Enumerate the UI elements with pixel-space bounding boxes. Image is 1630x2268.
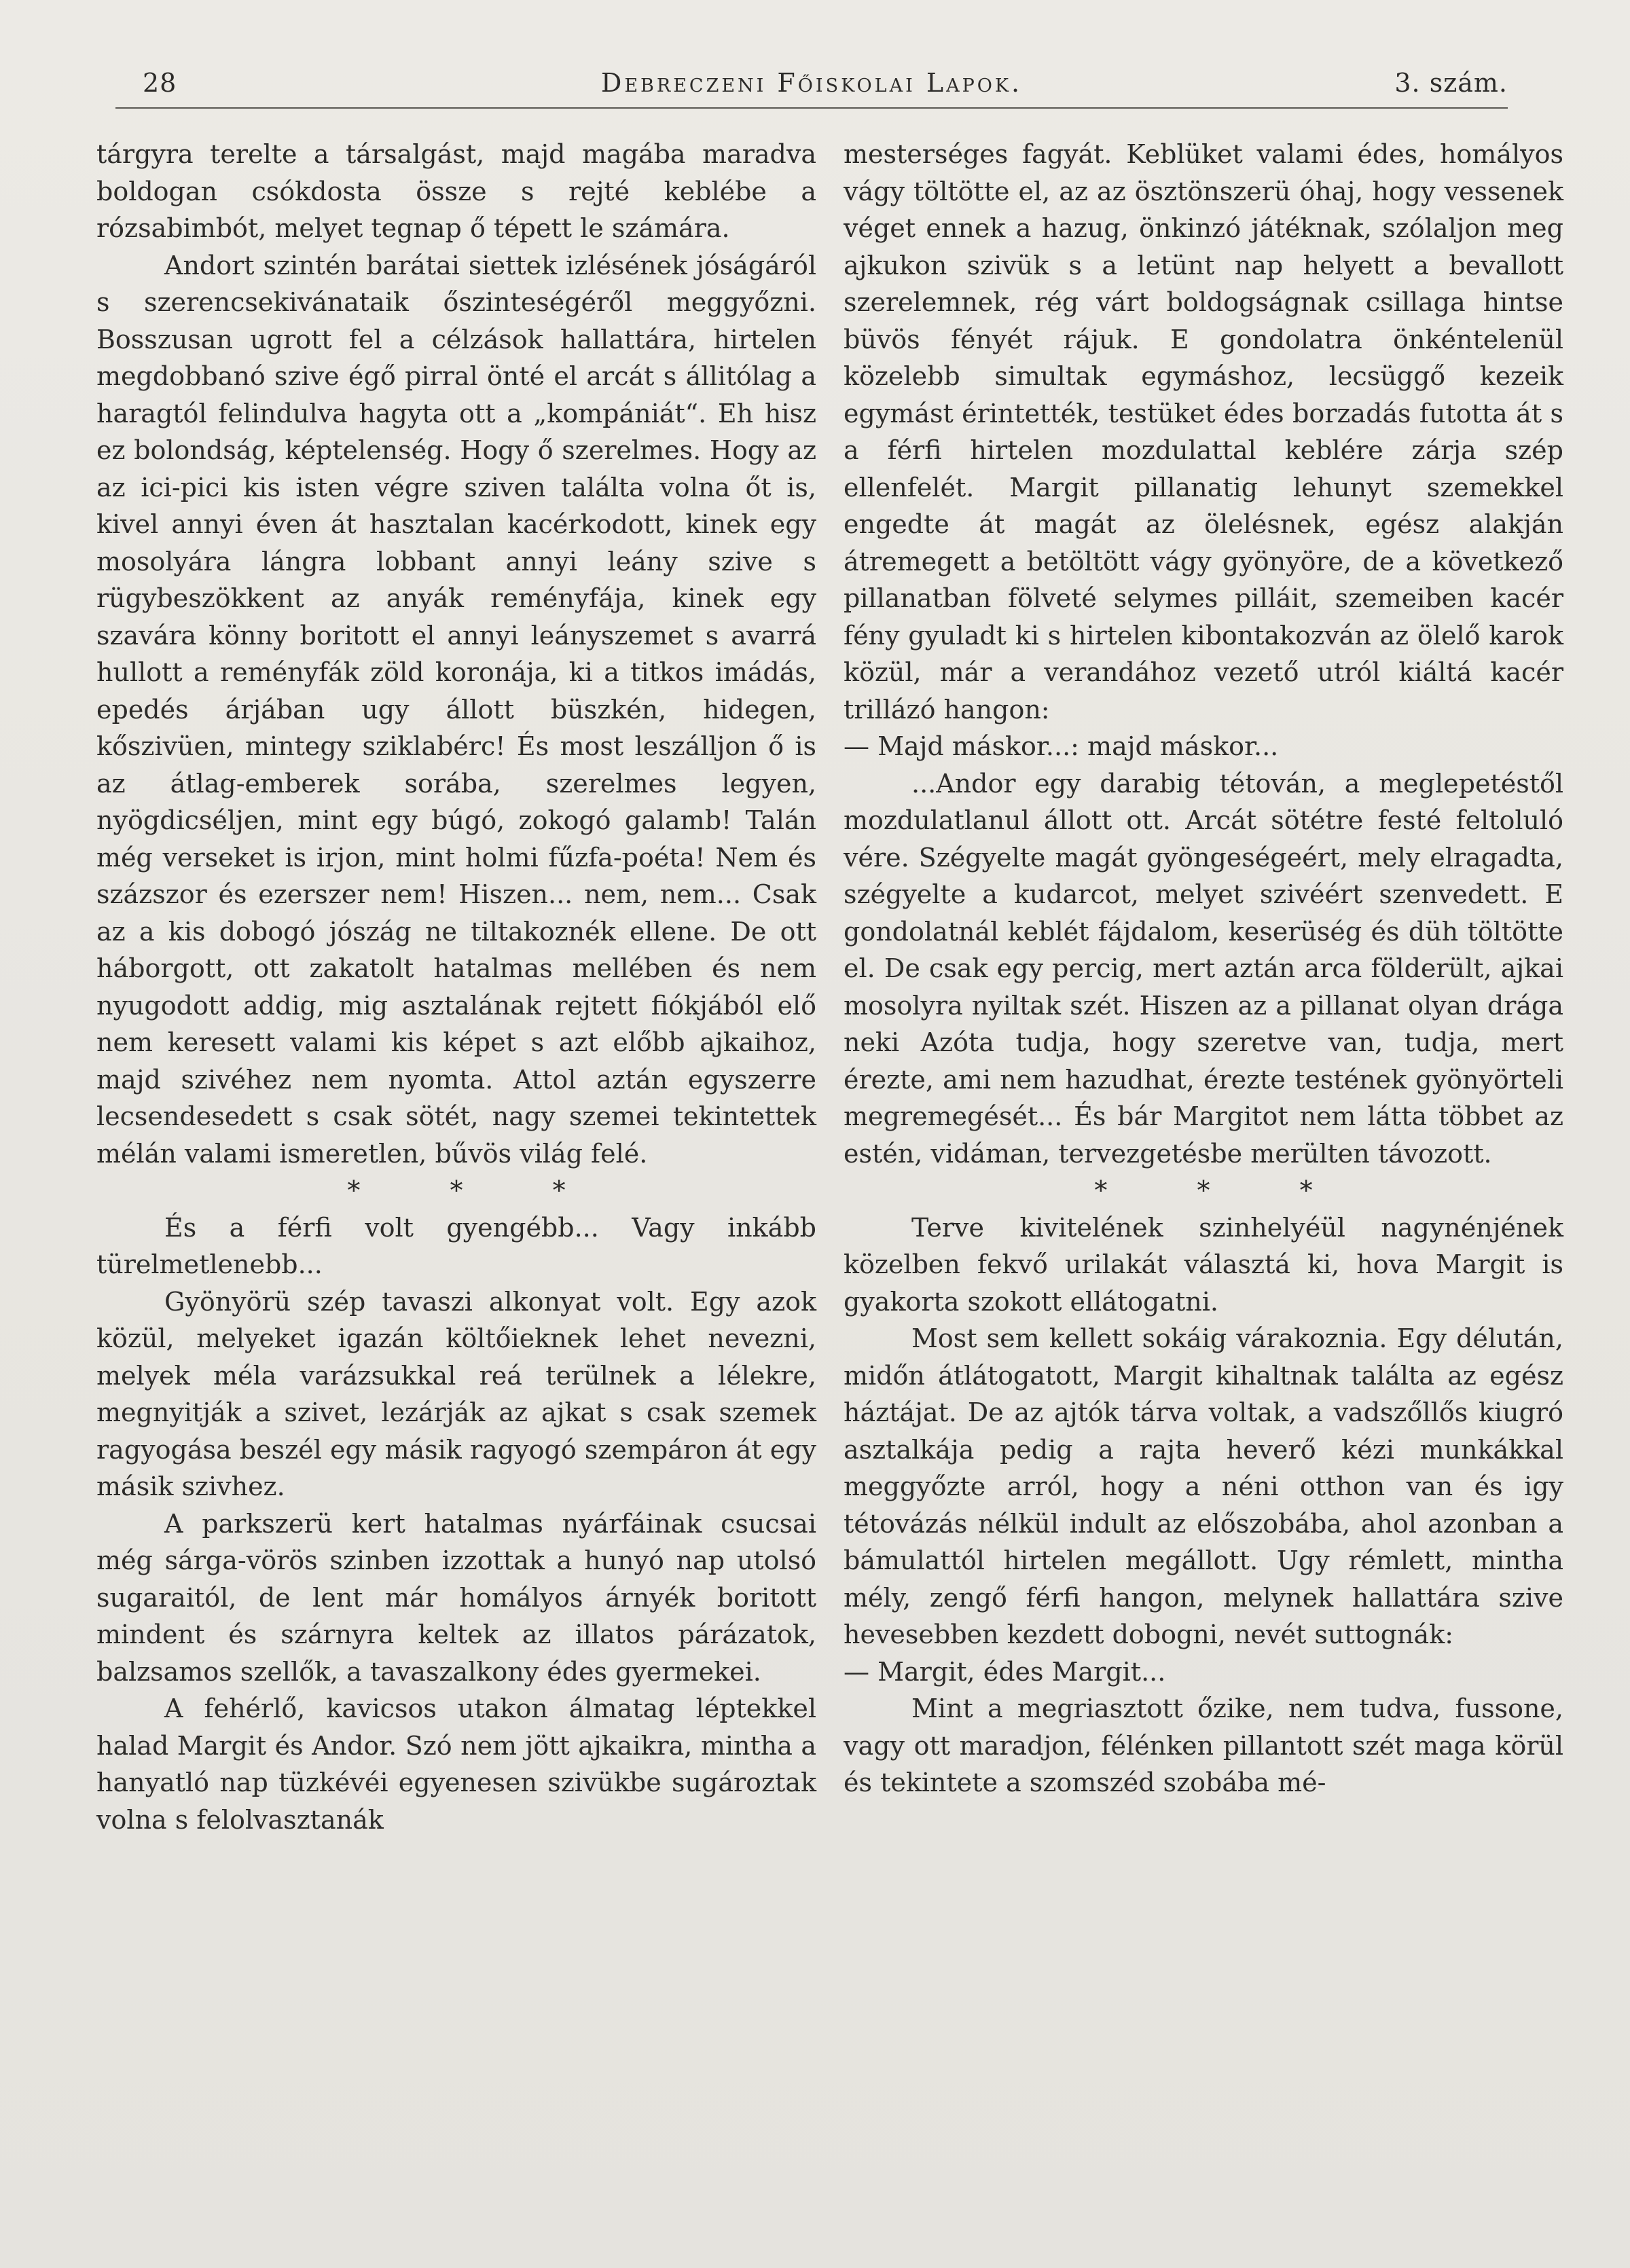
paragraph: A parkszerü kert hatalmas nyárfáinak csucsai még sárga-vörös szinben izzottak a hunyó nap utolsó sugaraitól, de lent már homályos árnyék boritott mindent és szárnyra keltek az illatos párázatok, balzsamos szellők, a tavaszalkony édes gyermekei. (96, 1508, 816, 1687)
paragraph: mesterséges fagyát. Keblüket valami édes, homályos vágy töltötte el, az az ösztönszerü óhaj, hogy vessenek véget ennek a hazug, önkinzó játéknak, szólaljon meg ajkukon szivük s a letünt nap helyett a bevallott szerelemnek, rég várt boldogságnak csillaga hintse büvös fényét rájuk. E gondolatra önkéntelenül közelebb simultak egymáshoz, lecsüggő kezeik egymást érintették, testüket édes borzadás futotta át s a férfi hirtelen mozdulattal keblére zárja szép ellenfelét. Margit pillanatig lehunyt szemekkel engedte át magát az ölelésnek, egész alakján átremegett a betöltött vágy gyönyöre, de a következő pillanatban fölveté selymes pilláit, szemeiben kacér fény gyuladt ki s hirtelen kibontakozván az ölelő karok közül, már a verandához vezető utról kiáltá kacér trillázó hangon: (844, 139, 1563, 725)
paragraph: Andort szintén barátai siettek izlésének jóságáról s szerencsekivánataik őszinteségéről meggyőzni. Bosszusan ugrott fel a célzások hallattára, hirtelen megdobbanó szive égő pirral önté el arcát s állitólag a haragtól felindulva hagyta ott a „kompániát“. Eh hisz ez bolondság, képtelenség. Hogy ő szerelmes. Hogy az az ici-pici kis isten végre sziven találta volna őt is, kivel annyi éven át hasztalan kacérkodott, kinek egy mosolyára lángra lobbant annyi leány szive s rügybeszökkent az anyák reményfája, kinek egy szavára könny boritott el annyi leányszemet s avarrá hullott a reményfák zöld koronája, ki a titkos imádás, epedés árjában ugy állott büszkén, hidegen, kőszivüen, mintegy sziklabérc! És most leszálljon ő is az átlag-emberek sorába, szerelmes legyen, nyögdicséljen, mint egy búgó, zokogó galamb! Talán még verseket is irjon, mint holmi fűzfa-poéta! Nem és százszor és ezerszer nem! Hiszen... nem, nem... Csak az a kis dobogó jószág ne tiltakoznék ellene. De ott háborgott, ott zakatolt hatalmas mellében és nem nyugodott addig, mig asztalának rejtett fiókjából elő nem keresett valami kis képet s azt előbb ajkaihoz, majd szivéhez nem nyomta. Attol aztán egyszerre lecsendesedett s csak sötét, nagy szemei tekintettek mélán valami ismeretlen, bűvös világ felé. (96, 250, 816, 1169)
header-rule (115, 107, 1508, 109)
paragraph: Gyönyörü szép tavaszi alkonyat volt. Egy azok közül, melyeket igazán költőieknek lehet nevezni, melyek méla varázsukkal reá terülnek a lélekre, megnyitják a szivet, lezárják az ajkat s csak szemek ragyogása beszél egy másik ragyogó szempáron át egy másik szivhez. (96, 1286, 816, 1501)
paragraph: tárgyra terelte a társalgást, majd magába maradva boldogan csókdosta össze s rejté keblébe a rózsabimbót, melyet tegnap ő tépett le számára. (96, 139, 816, 243)
right-column (844, 136, 1563, 1801)
paragraph: Terve kivitelének szinhelyéül nagynénjének közelben fekvő urilakát választá ki, hova Margit is gyakorta szokott ellátogatni. (844, 1212, 1563, 1317)
running-header (115, 62, 1508, 103)
left-column (96, 136, 816, 1838)
dialogue-line: — Majd máskor...: majd máskor... (844, 731, 1279, 761)
page-number: 28 (143, 68, 177, 98)
paragraph: ...Andor egy darabig tétován, a meglepetéstől mozdulatlanul állott ott. Arcát sötétre festé feltoluló vére. Szégyelte magát gyöngeségeért, mely elragadta, szégyelte a kudarcot, melyet szivéért szenvedett. E gondolatnál keblét fájdalom, keserüség és düh töltötte el. De csak egy percig, mert aztán arca földerült, ajkai mosolyra nyiltak szét. Hiszen az a pillanat olyan drága neki Azóta tudja, hogy szeretve van, tudja, mert érezte, ami nem hazudhat, érezte testének gyönyörteli megremegését... És bár Margitot nem látta többet az estén, vidáman, tervezgetésbe merülten távozott. (844, 768, 1563, 1169)
section-break: * * * (1094, 1175, 1354, 1205)
paragraph: A fehérlő, kavicsos utakon álmatag léptekkel halad Margit és Andor. Szó nem jött ajkaikra, mintha a hanyatló nap tüzkévéi egyenesen szivükbe sugároztak volna s felolvasztanák (96, 1694, 816, 1835)
section-break: * * * (347, 1175, 606, 1205)
issue-number: 3. szám. (1394, 68, 1508, 98)
paragraph: Most sem kellett sokáig várakoznia. Egy délután, midőn átlátogatott, Margit kihaltnak találta az egész háztájat. De az ajtók tárva voltak, a vadszőllős kiugró asztalkája pedig a rajta heverő kézi munkákkal meggyőzte arról, hogy a néni otthon van és igy tétovázás nélkül indult az előszobába, ahol azonban a bámulattól hirtelen megállott. Ugy rémlett, mintha mély, zengő férfi hangon, melynek hallattára szive hevesebben kezdett dobogni, nevét suttognák: (844, 1323, 1563, 1649)
dialogue-line: — Margit, édes Margit... (844, 1656, 1166, 1687)
journal-title: Debreczeni Főiskolai Lapok. (600, 68, 1023, 98)
paragraph: És a férfi volt gyengébb... Vagy inkább türelmetlenebb... (96, 1212, 816, 1279)
paragraph: Mint a megriasztott őzike, nem tudva, fussone, vagy ott maradjon, félénken pillantott szét maga körül és tekintete a szomszéd szobába mé- (844, 1694, 1563, 1797)
